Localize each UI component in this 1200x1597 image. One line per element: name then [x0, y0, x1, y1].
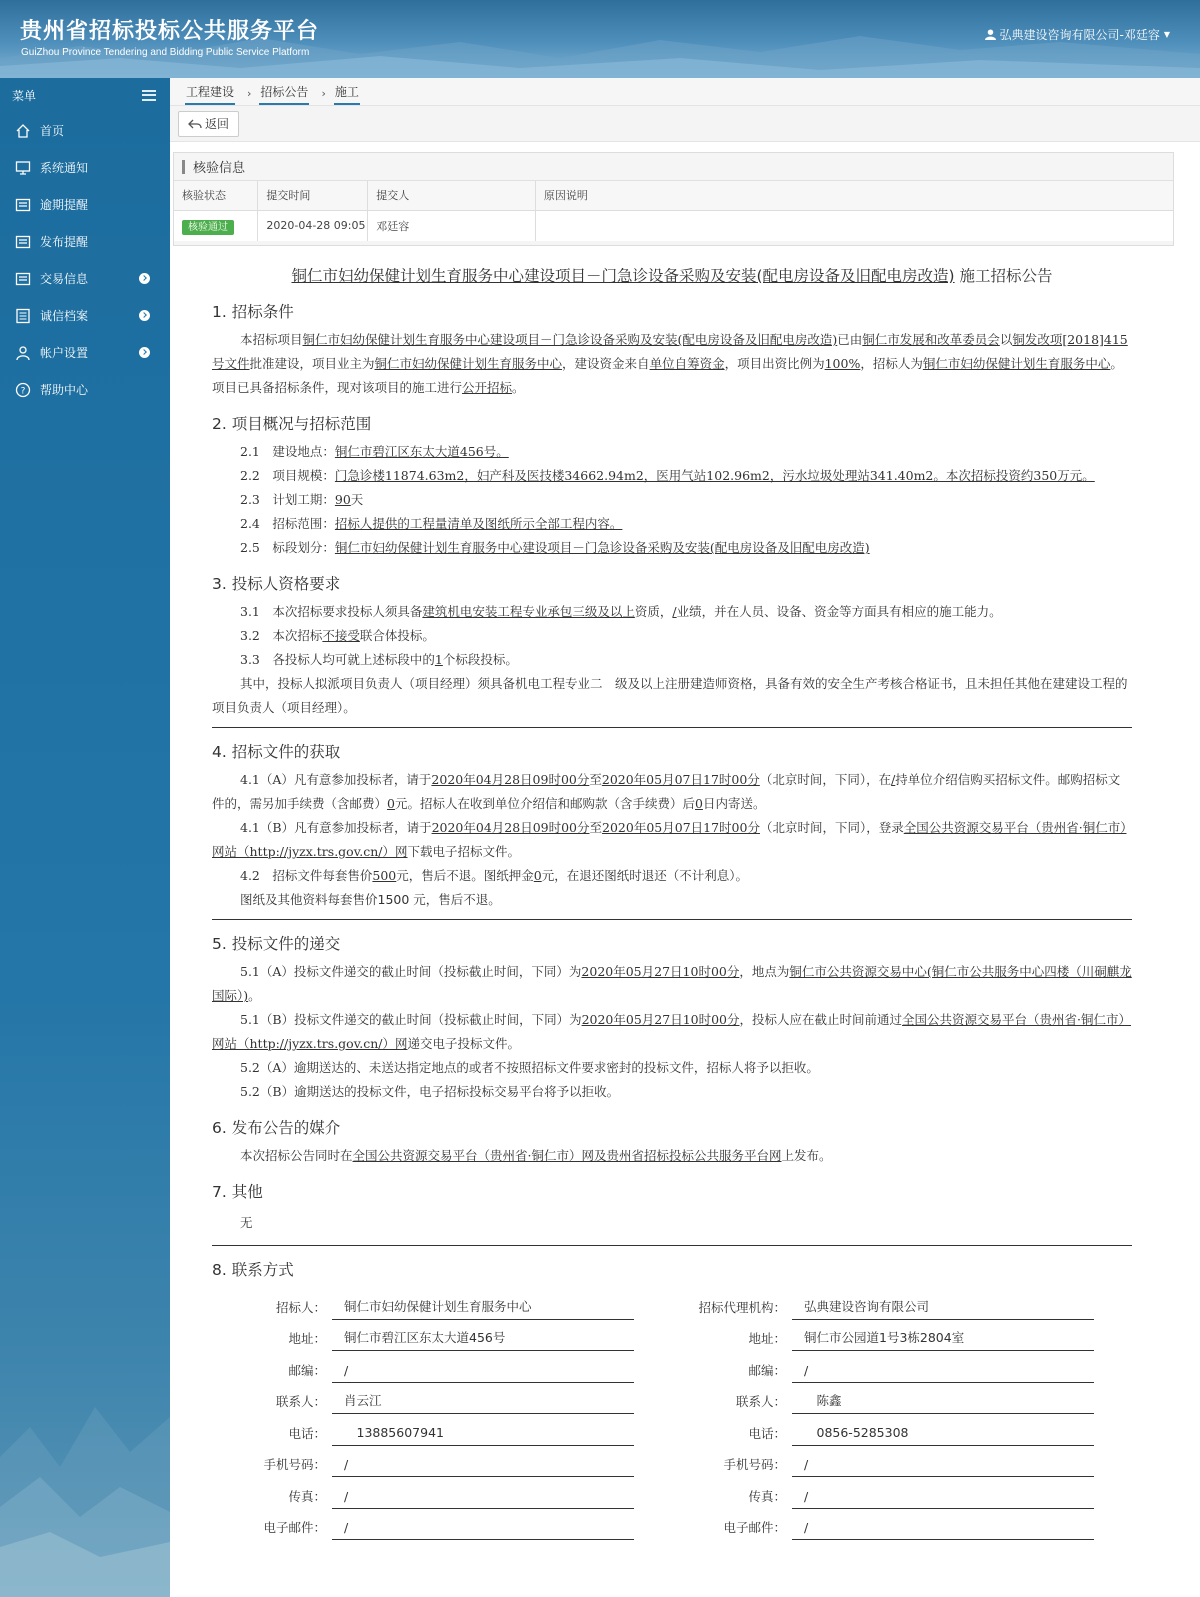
field-value: 铜仁市碧江区东太大道456号。 [334, 444, 509, 459]
breadcrumb-item[interactable]: 招标公告 [259, 83, 309, 105]
section-heading: 5. 投标文件的递交 [212, 935, 341, 953]
sidebar-item-account[interactable] [0, 334, 170, 371]
text: 以 [999, 332, 1013, 347]
section-heading: 1. 招标条件 [212, 303, 294, 321]
field-value: 2020年04月28日09时00分 [431, 772, 590, 787]
item-5-2b: 5.2（B）逾期送达的投标文件，电子招标投标交易平台将予以拒收。 [240, 1084, 620, 1099]
contact-row [212, 1288, 672, 1320]
item-4-2 [212, 864, 1132, 888]
column-header: 核验状态 [174, 181, 258, 210]
text: 至 [589, 772, 602, 787]
label: 联系人： [735, 1394, 786, 1409]
text: 持单位介绍信购买招标文件。邮购招标文件的，需另加手续费（含邮费） [212, 772, 1121, 811]
back-button[interactable] [178, 111, 239, 137]
text: 5.1（B）投标文件递交的截止时间（投标截止时间，下同）为 [240, 1012, 582, 1027]
label: 2.4 招标范围： [240, 516, 335, 531]
monitor-icon [14, 159, 32, 177]
chevron-right-icon [139, 273, 150, 284]
sidebar [0, 78, 170, 1597]
text: ，建设资金来自 [562, 356, 650, 371]
item-5-1b [212, 1008, 1132, 1056]
item-2-4 [212, 512, 1132, 536]
chevron-right-icon: › [321, 87, 326, 100]
column-header: 原因说明 [535, 181, 1173, 210]
label: 电话： [748, 1425, 786, 1441]
sidebar-item-label: 系统通知 [40, 161, 89, 175]
field-value: 铜发改项[2018]415号文件 [212, 332, 1128, 371]
text: 3.1 本次招标要求投标人须具备 [240, 604, 423, 619]
field-value: 铜仁市妇幼保健计划生育服务中心 [374, 356, 563, 371]
field-value: 0 [694, 796, 703, 811]
field-value: 0 [387, 796, 395, 811]
column-header: 提交时间 [258, 181, 368, 210]
text: 。项目已具备招标条件，现对该项目的施工进行 [212, 356, 1123, 395]
label: 招标人： [275, 1299, 326, 1315]
text: ，地点为 [739, 964, 790, 979]
field-value: 招标人提供的工程量清单及图纸所示全部工程内容。 [334, 516, 623, 531]
value: / [792, 1489, 1094, 1509]
section-heading: 6. 发布公告的媒介 [212, 1119, 341, 1137]
field-value: 2020年05月07日17时00分 [602, 820, 760, 835]
list-icon [14, 196, 32, 214]
label: 地址： [288, 1331, 326, 1346]
item-5-1a [212, 960, 1132, 1008]
item-7: 无 [240, 1215, 253, 1230]
value: 铜仁市妇幼保健计划生育服务中心 [332, 1297, 634, 1320]
chevron-right-icon [139, 310, 150, 321]
divider [212, 1245, 1132, 1246]
text: 3.3 各投标人均可就上述标段中的 [240, 652, 435, 667]
field-value: 建筑机电安装工程专业承包三级及以上 [422, 604, 635, 619]
divider [212, 919, 1132, 920]
platform-title: 贵州省招标投标公共服务平台 [20, 19, 320, 44]
field-value: 铜仁市妇幼保健计划生育服务中心 [922, 356, 1111, 371]
value: 肖云江 [332, 1391, 634, 1414]
text: （北京时间，下同），登录 [759, 820, 904, 835]
text: 本招标项目 [240, 332, 303, 347]
text: 上发布。 [781, 1148, 832, 1163]
item-3-2 [212, 624, 1132, 648]
document-title [212, 264, 1132, 286]
label: 2.1 建设地点： [240, 444, 335, 459]
text: 联合体投标。 [359, 628, 435, 643]
text: （北京时间，下同），在 [759, 772, 892, 787]
item-3-3 [212, 648, 1132, 672]
item-5-2a: 5.2（A）逾期送达的、未送达指定地点的或者不按照招标文件要求密封的投标文件，招标人将予以拒收。 [240, 1060, 819, 1075]
caret-down-icon: ▼ [1163, 30, 1170, 39]
item-4-1a [212, 768, 1132, 816]
field-value: 铜仁市发展和改革委员会 [862, 332, 1000, 347]
field-value: 铜仁市妇幼保健计划生育服务中心建设项目－门急诊设备采购及安装(配电房设备及旧配电房改造) [302, 332, 838, 347]
document-icon [14, 307, 32, 325]
section-heading: 2. 项目概况与招标范围 [212, 415, 372, 433]
table-row [174, 210, 1173, 241]
section-heading: 7. 其他 [212, 1183, 263, 1201]
list-icon [14, 270, 32, 288]
divider [212, 727, 1132, 728]
value: 13885607941 [332, 1423, 634, 1446]
text: 4.1（A）凡有意参加投标者，请于 [240, 772, 432, 787]
user-icon [14, 344, 32, 362]
contact-row [672, 1383, 1132, 1415]
value: 陈鑫 [792, 1391, 1094, 1414]
verify-table [174, 181, 1173, 241]
sidebar-header [0, 78, 170, 112]
sidebar-item-label: 帮助中心 [40, 383, 89, 397]
value: / [332, 1457, 634, 1477]
field-value: 全国公共资源交易平台（贵州省·铜仁市）网及贵州省招标投标公共服务平台网 [352, 1148, 782, 1163]
label: 手机号码： [723, 1457, 786, 1472]
home-icon [14, 122, 32, 140]
sidebar-item-label: 首页 [40, 124, 65, 138]
back-label: 返回 [205, 117, 230, 131]
value: 铜仁市碧江区东太大道456号 [332, 1328, 634, 1351]
field-value: 2020年05月27日10时00分 [581, 1012, 740, 1027]
sidebar-item-label: 帐户设置 [40, 346, 89, 360]
text: ，投标人应在截止时间前通过 [739, 1012, 903, 1027]
section-heading: 3. 投标人资格要求 [212, 575, 341, 593]
value: / [792, 1520, 1094, 1540]
item-2-2 [212, 464, 1132, 488]
section-heading: 8. 联系方式 [212, 1261, 294, 1279]
label: 电子邮件： [723, 1520, 786, 1535]
text: 5.1（A）投标文件递交的截止时间（投标截止时间，下同）为 [240, 964, 582, 979]
announcement-document [212, 264, 1132, 1540]
sidebar-item-label: 交易信息 [40, 272, 89, 286]
value: / [332, 1489, 634, 1509]
value: / [332, 1520, 634, 1540]
value: / [792, 1363, 1094, 1383]
item-4-1b [212, 816, 1132, 864]
contact-row [212, 1414, 672, 1446]
help-icon [14, 381, 32, 399]
label: 2.2 项目规模： [240, 468, 335, 483]
contact-row [212, 1351, 672, 1383]
chevron-right-icon: › [247, 87, 252, 100]
contact-row [672, 1351, 1132, 1383]
item-6 [212, 1144, 1132, 1168]
verify-title: 核验信息 [174, 153, 1173, 181]
text: 已由 [837, 332, 863, 347]
text: 业绩，并在人员、设备、资金等方面具有相应的施工能力。 [676, 604, 1002, 619]
sidebar-item-publish[interactable] [0, 223, 170, 260]
status-badge: 核验通过 [182, 220, 234, 235]
label: 传真： [748, 1488, 786, 1504]
sidebar-item-notice[interactable] [0, 149, 170, 186]
field-value: 1 [434, 652, 443, 667]
text: ，项目出资比例为 [724, 356, 825, 371]
main-content [170, 78, 1200, 1597]
field-value: 公开招标 [462, 380, 513, 395]
text: 元，售后不退。图纸押金 [396, 868, 534, 883]
text: 元。招标人在收到单位介绍信和邮购款（含手续费）后 [394, 796, 695, 811]
verify-panel [173, 152, 1174, 246]
item-2-1 [212, 440, 1132, 464]
label: 邮编： [748, 1362, 786, 1378]
column-header: 提交人 [368, 181, 536, 210]
text: 至 [589, 820, 603, 835]
field-value: 90 [334, 492, 351, 507]
field-value: / [891, 772, 896, 787]
sidebar-item-help[interactable] [0, 371, 170, 408]
item-2-5 [212, 536, 1132, 560]
svg-text:?: ? [20, 386, 26, 396]
field-value: 铜仁市妇幼保健计划生育服务中心建设项目－门急诊设备采购及安装(配电房设备及旧配电房改造) [334, 540, 870, 555]
field-value: 全国公共资源交易平台（贵州省·铜仁市）网站（http://jyzx.trs.gov.cn/）网 [212, 820, 1127, 859]
sidebar-item-credit[interactable] [0, 297, 170, 334]
item-3-extra: 其中，投标人拟派项目负责人（项目经理）须具备机电工程专业二 级及以上注册建造师资格，具备有效的安全生产考核合格证书，且未担任其他在建建设工程的项目负责人（项目经理）。 [212, 676, 1128, 715]
contact-info [212, 1288, 1132, 1540]
platform-subtitle: GuiZhou Province Tendering and Bidding Public Service Platform [21, 47, 310, 58]
item-2-3 [212, 488, 1132, 512]
text: 日内寄送。 [702, 796, 766, 811]
field-value: 0 [533, 868, 542, 883]
text: 。 [248, 988, 261, 1003]
text: 本次招标公告同时在 [240, 1148, 353, 1163]
item-3-1 [212, 600, 1132, 624]
sidebar-item-trade[interactable] [0, 260, 170, 297]
field-value: 500 [372, 868, 397, 883]
field-value: 单位自筹资金 [649, 356, 725, 371]
sidebar-item-label: 逾期提醒 [40, 198, 89, 212]
reason-cell [535, 210, 1173, 241]
text: 3.2 本次招标 [240, 628, 323, 643]
field-value: 门急诊楼11874.63m2，妇产科及医技楼34662.94m2，医用气站102.96m2，污水垃圾处理站341.40m2。本次招标投资约350万元。 [334, 468, 1095, 483]
back-arrow-icon [188, 118, 202, 130]
label: 2.5 标段划分： [240, 540, 335, 555]
toolbar [170, 106, 1200, 142]
text: 下载电子招标文件。 [407, 844, 521, 859]
text: 元，在退还图纸时退还（不计利息）。 [541, 868, 748, 883]
text: 批准建设，项目业主为 [249, 356, 375, 371]
text: 递交电子投标文件。 [407, 1036, 521, 1051]
contact-row [212, 1477, 672, 1509]
sidebar-item-label: 发布提醒 [40, 235, 89, 249]
section-heading: 4. 招标文件的获取 [212, 743, 341, 761]
menu-title: 菜单 [12, 88, 37, 103]
item-4-extra: 图纸及其他资料每套售价1500 元，售后不退。 [240, 892, 501, 907]
contact-tenderer [212, 1288, 672, 1540]
contact-row [672, 1509, 1132, 1541]
field-value: 全国公共资源交易平台（贵州省·铜仁市）网站（http://jyzx.trs.gov.cn/）网 [212, 1012, 1132, 1051]
breadcrumb-item[interactable]: 施工 [334, 83, 360, 105]
contact-row [672, 1414, 1132, 1446]
label: 电子邮件： [263, 1520, 326, 1535]
person-cell: 邓廷容 [368, 210, 536, 241]
sidebar-item-overdue[interactable] [0, 186, 170, 223]
title-suffix: 施工招标公告 [959, 267, 1053, 285]
field-value: 2020年05月27日10时00分 [581, 964, 740, 979]
text: 个标段投标。 [442, 652, 518, 667]
list-icon [14, 233, 32, 251]
sidebar-item-label: 诚信档案 [40, 309, 89, 323]
user-name: 弘典建设咨询有限公司-邓廷容 [999, 28, 1160, 42]
contact-row [672, 1288, 1132, 1320]
label: 联系人： [275, 1394, 326, 1409]
contact-row [672, 1320, 1132, 1352]
text: 天 [350, 492, 364, 507]
contact-row [672, 1477, 1132, 1509]
sidebar-item-home[interactable] [0, 112, 170, 149]
contact-agency [672, 1288, 1132, 1540]
text: 。 [512, 380, 525, 395]
field-value: 铜仁市公共资源交易中心(铜仁市公共服务中心四楼（川硐麒龙国际）) [212, 964, 1132, 1003]
contact-row [212, 1383, 672, 1415]
label: 招标代理机构： [698, 1299, 786, 1315]
text: ，招标人为 [860, 356, 923, 371]
value: 0856-5285308 [792, 1423, 1094, 1446]
sidebar-landscape-decoration [0, 1337, 170, 1597]
value: 铜仁市公园道1号3栋2804室 [792, 1328, 1094, 1351]
user-menu[interactable] [985, 26, 1171, 43]
contact-row [212, 1509, 672, 1541]
label: 传真： [288, 1488, 326, 1504]
app-header [0, 0, 1200, 78]
contact-row [672, 1446, 1132, 1478]
value: / [332, 1363, 634, 1383]
label: 地址： [748, 1331, 786, 1346]
contact-row [212, 1446, 672, 1478]
field-value: 2020年05月07日17时00分 [601, 772, 760, 787]
text: 资质， [634, 604, 673, 619]
field-value: 2020年04月28日09时00分 [431, 820, 590, 835]
contact-row [212, 1320, 672, 1352]
label: 电话： [288, 1425, 326, 1441]
label: 邮编： [288, 1362, 326, 1378]
breadcrumb-item[interactable]: 工程建设 [185, 83, 235, 105]
value: 弘典建设咨询有限公司 [792, 1297, 1094, 1320]
text: 4.1（B）凡有意参加投标者，请于 [240, 820, 432, 835]
text: 4.2 招标文件每套售价 [240, 868, 373, 883]
title-project: 铜仁市妇幼保健计划生育服务中心建设项目－门急诊设备采购及安装(配电房设备及旧配电房改造) [291, 267, 955, 285]
chevron-right-icon [139, 347, 150, 358]
field-value: / [672, 604, 677, 619]
field-value: 100% [824, 356, 861, 371]
section-1-text [212, 328, 1132, 400]
field-value: 不接受 [322, 628, 360, 643]
breadcrumb [170, 78, 1200, 106]
status-cell [174, 210, 258, 241]
label: 手机号码： [263, 1457, 326, 1472]
value: / [792, 1457, 1094, 1477]
label: 2.3 计划工期： [240, 492, 335, 507]
user-icon [985, 29, 996, 40]
time-cell: 2020-04-28 09:05 [258, 210, 368, 241]
hamburger-icon[interactable] [142, 90, 156, 101]
